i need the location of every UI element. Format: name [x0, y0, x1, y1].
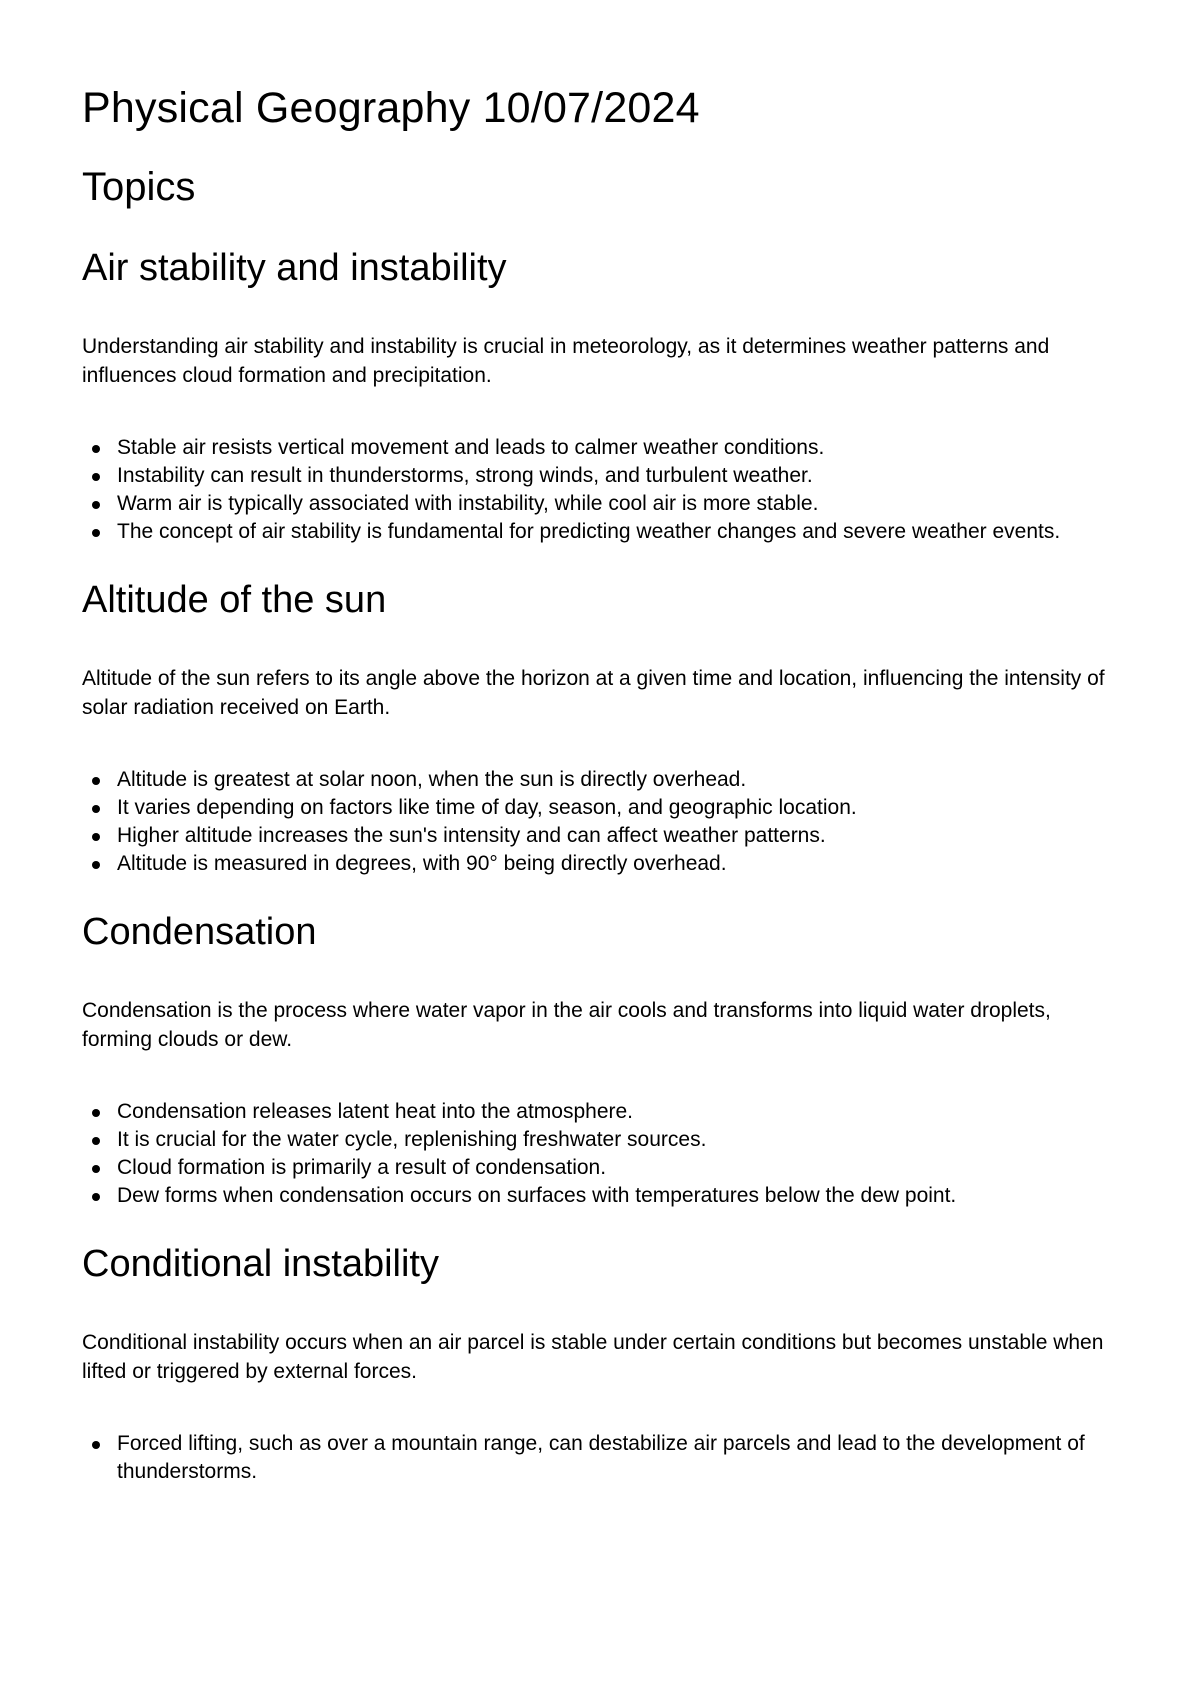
- bullet-item: [82, 1126, 1122, 1154]
- section-body: Conditional instability occurs when an air parcel is stable under certain conditions but becomes unstable when lifted or triggered by external forces.: [82, 1331, 1104, 1383]
- bullet-text: Forced lifting, such as over a mountain range, can destabilize air parcels and lead to the development of thunderstorms.: [117, 1432, 1085, 1483]
- bullet-dot-icon: [92, 1137, 100, 1145]
- section-heading: Conditional instability: [82, 1243, 439, 1285]
- topic-section: [82, 908, 1122, 1210]
- bullet-dot-icon: [92, 1193, 100, 1201]
- section-body: Condensation is the process where water vapor in the air cools and transforms into liquid water droplets, forming clouds or dew.: [82, 999, 1051, 1051]
- bullet-item: [82, 518, 1122, 546]
- bullet-dot-icon: [92, 861, 100, 869]
- bullet-dot-icon: [92, 445, 100, 453]
- bullet-text: Instability can result in thunderstorms, strong winds, and turbulent weather.: [117, 464, 813, 487]
- bullet-text: The concept of air stability is fundamental for predicting weather changes and severe weather events.: [117, 520, 1061, 543]
- bullet-dot-icon: [92, 833, 100, 841]
- bullet-item: [82, 1430, 1122, 1486]
- bullet-item: [82, 1098, 1122, 1126]
- bullet-text: Altitude is greatest at solar noon, when the sun is directly overhead.: [117, 768, 747, 791]
- bullet-item: [82, 490, 1122, 518]
- bullet-dot-icon: [92, 1165, 100, 1173]
- document-page: [82, 80, 1122, 1516]
- bullet-dot-icon: [92, 805, 100, 813]
- bullet-text: Altitude is measured in degrees, with 90° being directly overhead.: [117, 852, 727, 875]
- bullet-item: [82, 794, 1122, 822]
- bullet-dot-icon: [92, 1441, 100, 1449]
- bullet-item: [82, 822, 1122, 850]
- section-body: Altitude of the sun refers to its angle above the horizon at a given time and location, influencing the intensity of solar radiation received on Earth.: [82, 667, 1105, 719]
- bullet-item: [82, 766, 1122, 794]
- bullet-list: [82, 434, 1122, 546]
- bullet-text: Dew forms when condensation occurs on surfaces with temperatures below the dew point.: [117, 1184, 957, 1207]
- section-heading: Condensation: [82, 911, 317, 953]
- topics-heading: Topics: [82, 165, 196, 209]
- bullet-list: [82, 1430, 1122, 1486]
- topic-section: [82, 576, 1122, 878]
- bullet-text: Warm air is typically associated with instability, while cool air is more stable.: [117, 492, 819, 515]
- bullet-item: [82, 1154, 1122, 1182]
- bullet-dot-icon: [92, 777, 100, 785]
- document-title: Physical Geography 10/07/2024: [82, 84, 700, 132]
- bullet-text: It varies depending on factors like time of day, season, and geographic location.: [117, 796, 857, 819]
- bullet-dot-icon: [92, 501, 100, 509]
- bullet-item: [82, 462, 1122, 490]
- bullet-item: [82, 1182, 1122, 1210]
- section-heading: Altitude of the sun: [82, 579, 387, 621]
- bullet-dot-icon: [92, 529, 100, 537]
- bullet-item: [82, 850, 1122, 878]
- bullet-text: Stable air resists vertical movement and leads to calmer weather conditions.: [117, 436, 825, 459]
- topic-section: [82, 1240, 1122, 1486]
- bullet-text: Higher altitude increases the sun's intensity and can affect weather patterns.: [117, 824, 826, 847]
- bullet-dot-icon: [92, 1109, 100, 1117]
- bullet-text: Cloud formation is primarily a result of condensation.: [117, 1156, 607, 1179]
- topic-section: [82, 244, 1122, 546]
- bullet-text: It is crucial for the water cycle, replenishing freshwater sources.: [117, 1128, 707, 1151]
- section-heading: Air stability and instability: [82, 247, 507, 289]
- section-body: Understanding air stability and instability is crucial in meteorology, as it determines weather patterns and influences cloud formation and precipitation.: [82, 335, 1050, 387]
- bullet-dot-icon: [92, 473, 100, 481]
- bullet-list: [82, 766, 1122, 878]
- bullet-list: [82, 1098, 1122, 1210]
- bullet-text: Condensation releases latent heat into the atmosphere.: [117, 1100, 634, 1123]
- bullet-item: [82, 434, 1122, 462]
